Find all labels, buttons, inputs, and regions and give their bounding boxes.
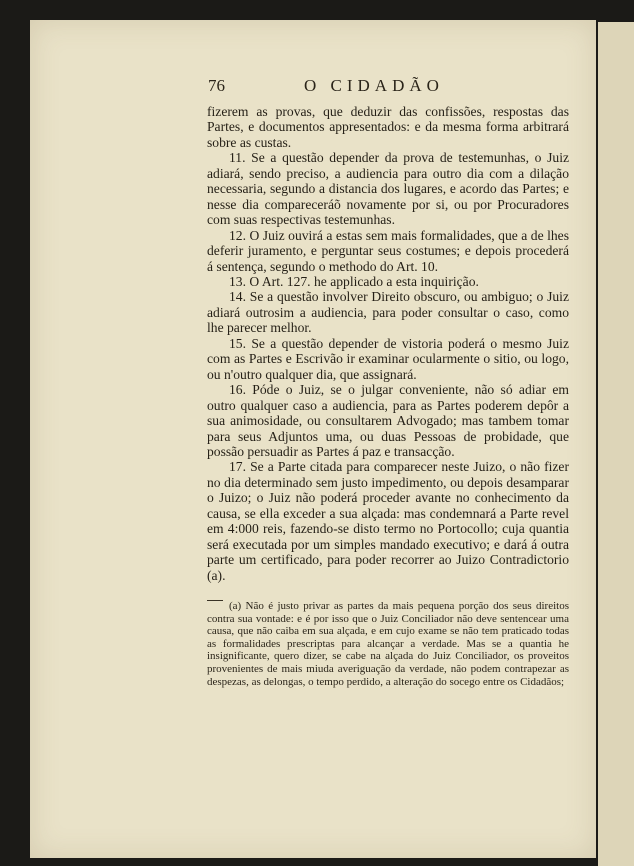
- footnote: [207, 600, 569, 688]
- paragraph-11: 11. Se a questão depender da prova de testemunhas, o Juiz adiará, sendo preciso, a audiencia para outro dia com a dilação necessaria, segundo a distancia dos lugares, e acordo das Partes; e nesse dia compareceráõ novamente por si, ou por Procuradores com suas respectivas testemunhas.: [207, 150, 569, 228]
- adjacent-page-edge: [598, 22, 634, 866]
- paragraph-17: 17. Se a Parte citada para comparecer neste Juizo, o não fizer no dia determinado sem justo impedimento, ou depois desamparar o Juizo; o Juiz não poderá proceder avante no conhecimento da causa, se ella exceder a sua alçada: mas condemnará a Parte revel em 4:000 reis, fazendo-se disto termo no Portocollo; cuja quantia será executada por um simples mandado executivo; e dará á outra parte um certificado, para poder recorrer ao Juizo Contradictorio (a).: [207, 459, 569, 583]
- paragraph-15: 15. Se a questão depender de vistoria poderá o mesmo Juiz com as Partes e Escrivão ir examinar ocularmente o sitio, ou logo, ou n'outro qualquer dia, que assignará.: [207, 335, 569, 382]
- paragraph-12: 12. O Juiz ouvirá a estas sem mais formalidades, que a de lhes deferir juramento, e perguntar seus costumes; e depois procederá á sentença, segundo o methodo do Art. 10.: [207, 227, 569, 274]
- page-header: [208, 76, 568, 98]
- paragraph-14: 14. Se a questão involver Direito obscuro, ou ambiguo; o Juiz adiará outrosim a audiencia, para poder consultar o caso, como lhe parecer melhor.: [207, 289, 569, 336]
- paragraph-13: 13. O Art. 127. he applicado a esta inquirição.: [229, 273, 479, 289]
- paragraph-16: 16. Póde o Juiz, se o julgar conveniente, não só adiar em outro qualquer caso a audiencia, para as Partes poderem depôr a sua animosidade, ou consultarem Advogado; mas tambem tomar para seus Adjuntos uma, ou duas Pessoas de probidade, que possão persuadir as Partes á paz e transacção.: [207, 382, 569, 459]
- paragraph-continuation: fizerem as provas, que deduzir das confissões, respostas das Partes, e documentos appresentados: e da mesma forma arbitrará sobre as custas.: [207, 104, 569, 150]
- footnote-text: (a) Não é justo privar as partes da mais pequena porção dos seus direitos contra sua vontade: e é por isso que o Juiz Conciliador não deve sentencear uma causa, que não caiba em sua alçada, e em cujo exame se não tem praticado todas as formalidades prescriptas para alcançar a verdade. Mas se a quantia he insignificante, quero dizer, se cabe na alçada do Juiz Conciliador, os proveitos provenientes de mais miuda averiguação da verdade, não podem contrapezar as despezas, as delongas, o tempo perdido, a alteração do socego entre os Cidadãos;: [207, 600, 569, 688]
- page-number: 76: [208, 76, 225, 95]
- running-title: O CIDADÃO: [304, 76, 444, 95]
- body-text: [207, 104, 569, 583]
